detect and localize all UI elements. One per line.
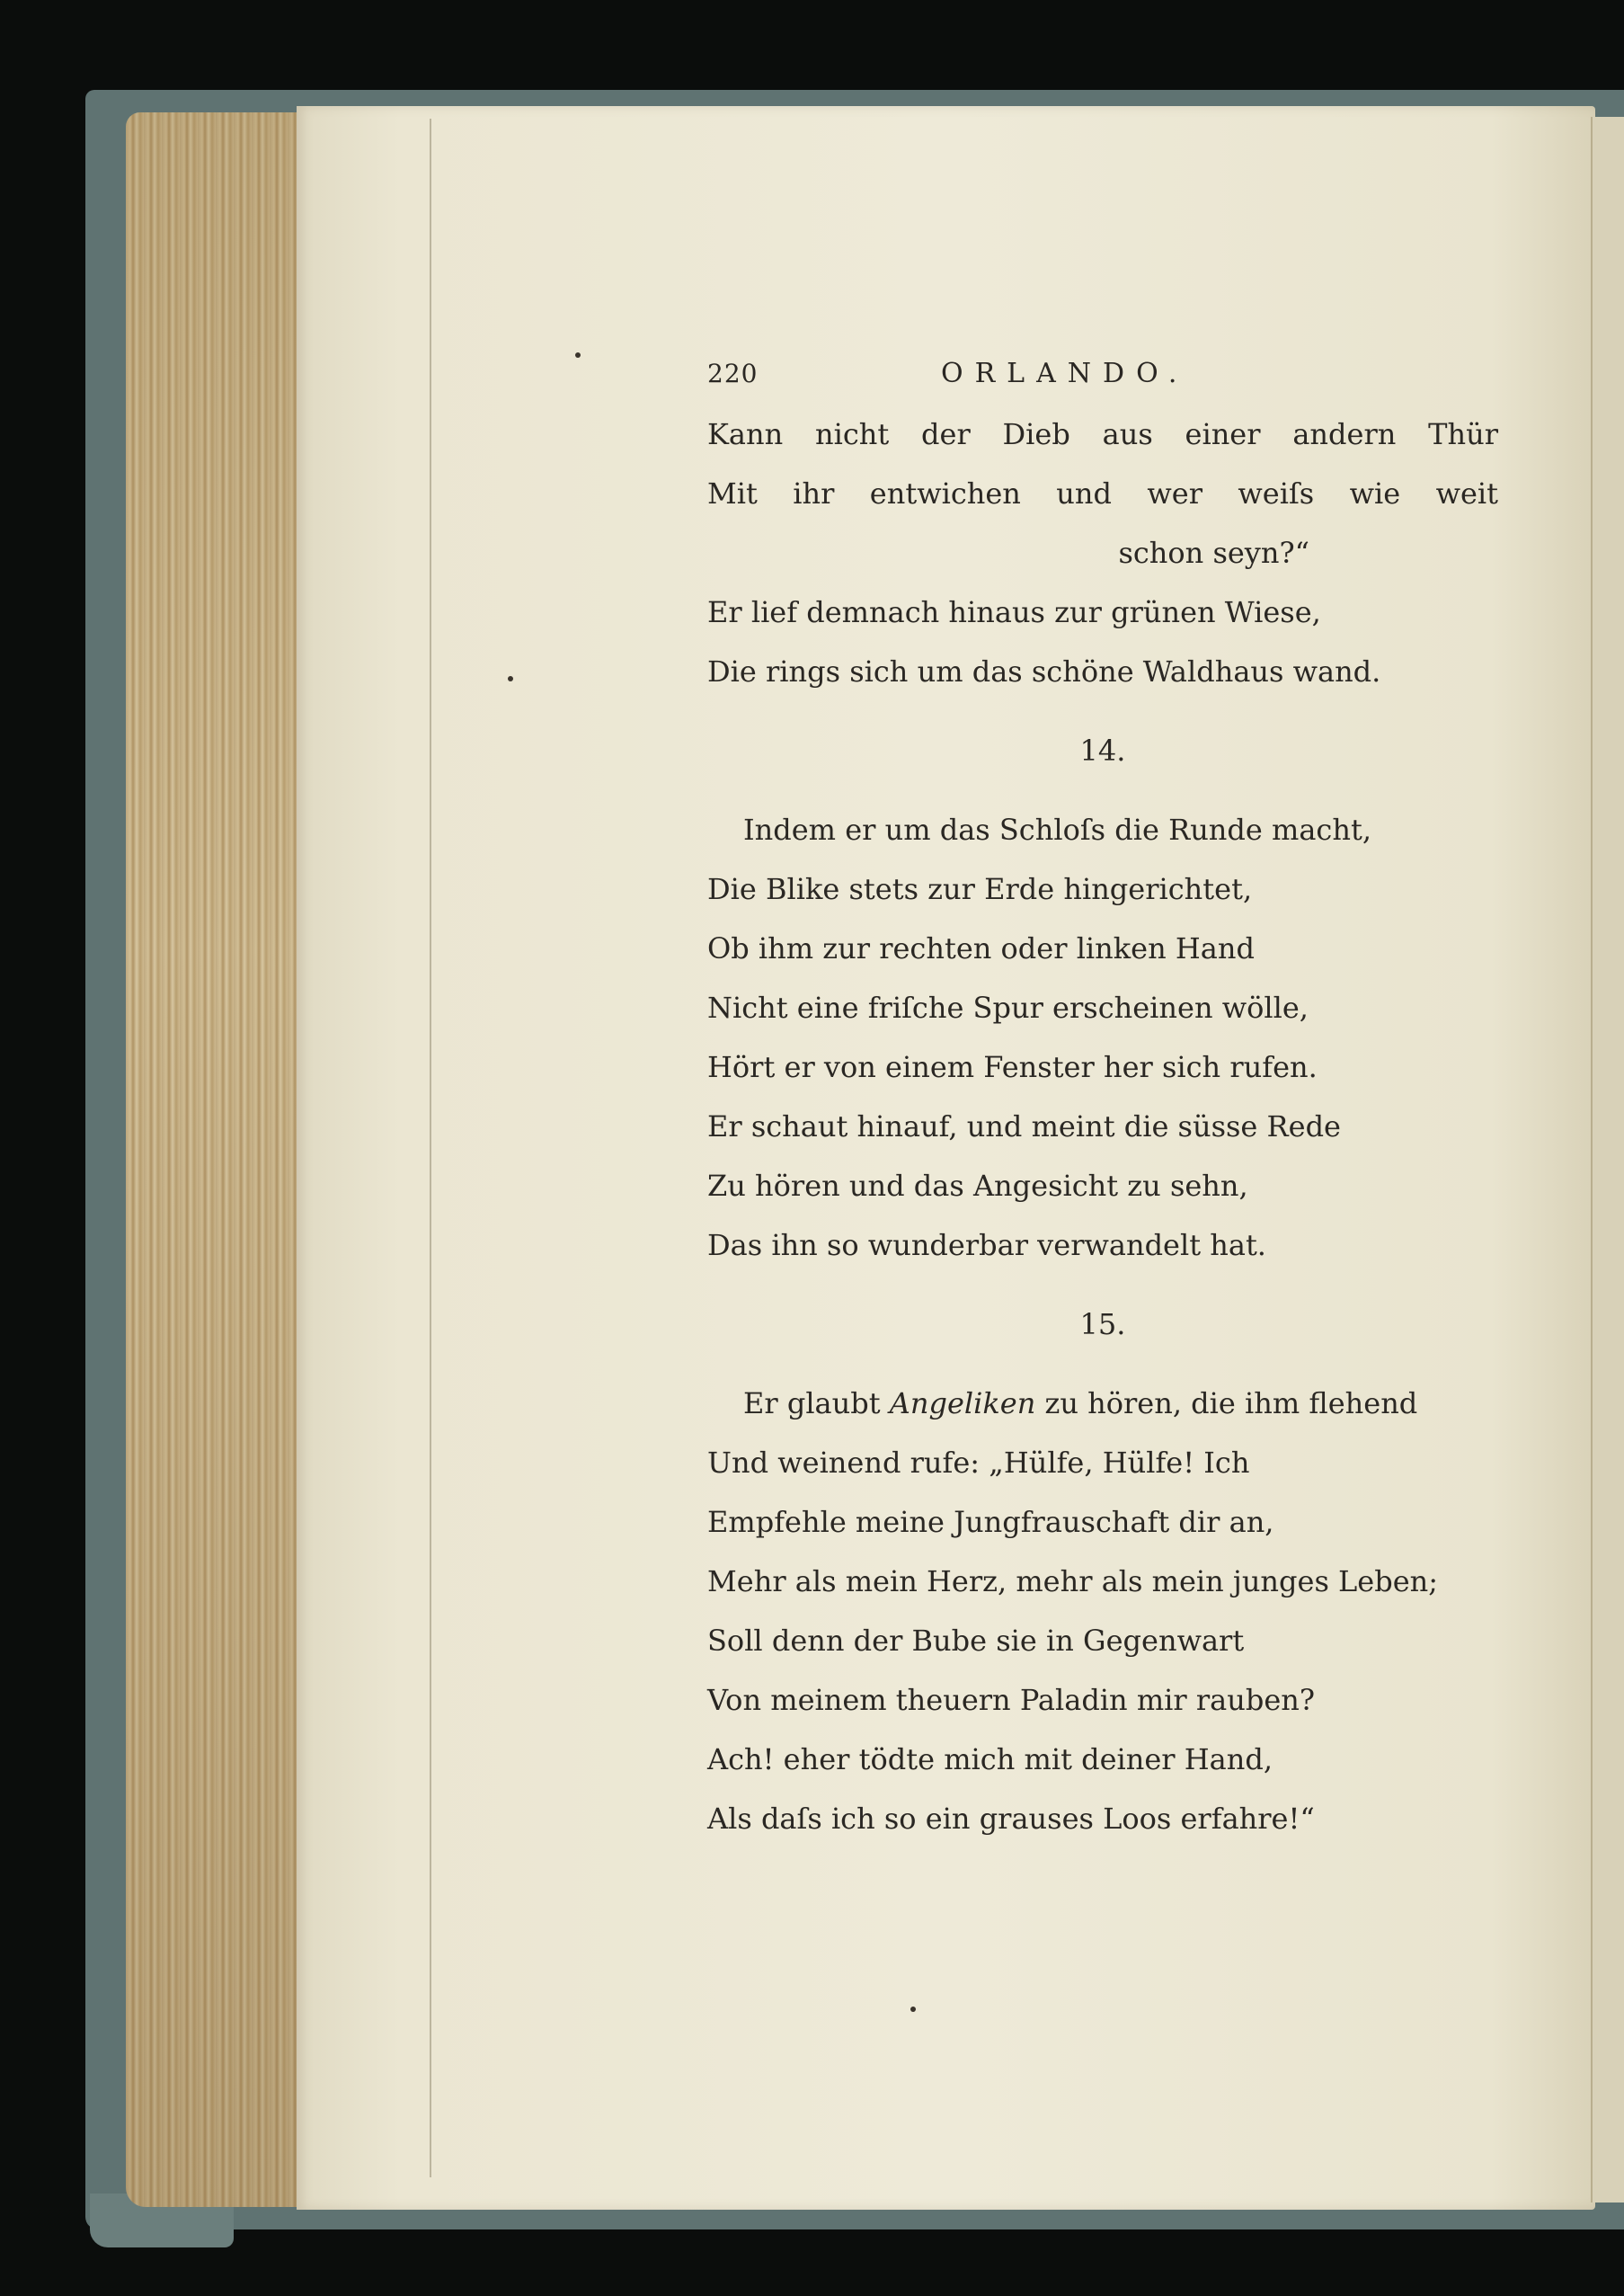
verse-line: Als daſs ich so ein grauses Loos erfahre!“ [707,1802,1315,1836]
verse-line: Die rings sich um das schöne Waldhaus wand. [707,654,1381,689]
verse-line: Empfehle meine Jungfrauschaft dir an, [707,1505,1274,1539]
verse-line: Mit ihr entwichen und wer weiſs wie weit [707,476,1498,511]
verse-line: Von meinem theuern Paladin mir rauben? [707,1683,1316,1717]
running-header [707,342,1498,405]
verse-line: Und weinend rufe: „Hülfe, Hülfe! Ich [707,1446,1250,1480]
ink-speck [508,676,513,681]
verse-line: Zu hören und das Angesicht zu sehn, [707,1169,1248,1203]
ink-speck [910,2007,916,2012]
verse-text: Er glaubt [743,1386,890,1420]
verse-line: Ach! eher tödte mich mit deiner Hand, [707,1742,1273,1776]
running-title: ORLANDO. [941,357,1189,389]
page-margin-rule [430,119,431,2177]
page-number: 220 [707,358,759,388]
verse-line: Soll denn der Bube sie in Gegenwart [707,1624,1245,1658]
verse-line: Mehr als mein Herz, mehr als mein junges Leben; [707,1564,1439,1598]
stanza-number: 15. [1079,1307,1126,1341]
stanza-number: 14. [1079,734,1126,768]
verse-line: Kann nicht der Dieb aus einer andern Thür [707,417,1498,451]
ink-speck [575,352,581,358]
verse-line: Nicht eine friſche Spur erscheinen wölle, [707,991,1309,1025]
verse-line [707,1374,1498,1433]
verse-line: Die Blike stets zur Erde hingerichtet, [707,872,1253,906]
verse-line: schon seyn?“ [1118,536,1309,570]
verse-name-italic: Angeliken [889,1386,1036,1420]
verse-line: Er lief demnach hinaus zur grünen Wiese, [707,595,1321,629]
facing-page-edge [1591,117,1624,2203]
verse-line: Ob ihm zur rechten oder linken Hand [707,931,1255,966]
page-text [707,342,1498,1848]
verse-line: Indem er um das Schloſs die Runde macht, [743,813,1371,847]
verse-text: zu hören, die ihm flehend [1035,1386,1418,1420]
verse-line: Er schaut hinauf, und meint die süsse Rede [707,1109,1341,1144]
verse-line: Hört er von einem Fenster her sich rufen. [707,1050,1318,1084]
verse-line: Das ihn so wunderbar verwandelt hat. [707,1228,1266,1262]
